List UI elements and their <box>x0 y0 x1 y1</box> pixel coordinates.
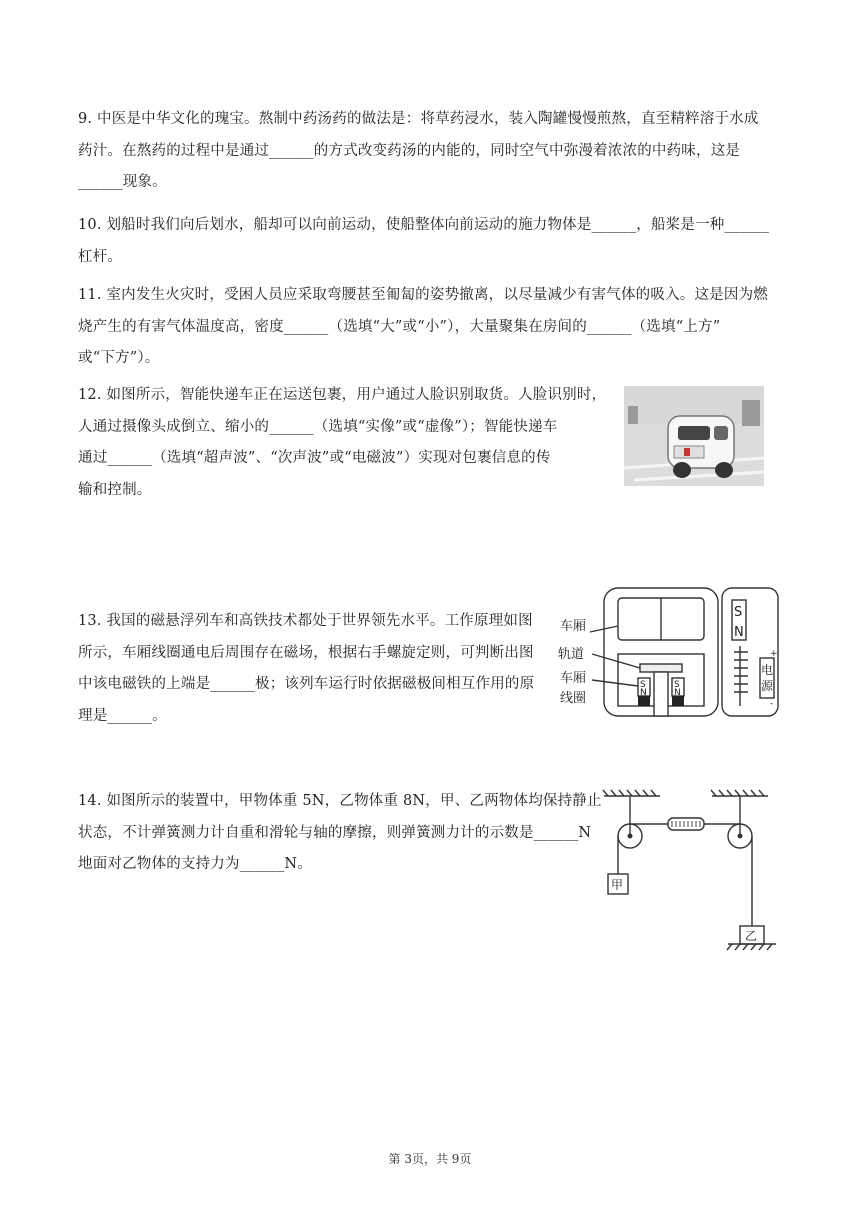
delivery-vehicle-photo <box>624 386 764 486</box>
question-line: 中该电磁铁的上端是______极；该列车运行时依据磁极间相互作用的原 <box>78 676 535 692</box>
question-line: 通过______（选填“超声波”、“次声波”或“电磁波”）实现对包裹信息的传 <box>78 450 551 466</box>
power-label-1: 电 <box>761 663 774 677</box>
question-line: 烧产生的有害气体温度高，密度______（选填“大”或“小”），大量聚集在房间的______（选填“上方” <box>78 318 721 335</box>
question-12 <box>78 380 618 506</box>
question-line: 人通过摄像头成倒立、缩小的______（选填“实像”或“虚像”）；智能快递车 <box>78 418 558 435</box>
minus-sign: - <box>770 699 774 709</box>
question-line: 或“下方”）。 <box>78 350 160 366</box>
yi-label: 乙 <box>745 929 758 943</box>
question-10 <box>78 210 783 273</box>
question-line: 11. 室内发生火灾时，受困人员应采取弯腰甚至匍匐的姿势撤离，以尽量减少有害气体的吸入。这是因为燃 <box>78 287 768 303</box>
coil-label-2: 线圈 <box>560 691 587 706</box>
question-line: 14. 如图所示的装置中，甲物体重 5N，乙物体重 8N，甲、乙两物体均保持静止 <box>78 793 602 809</box>
question-line: 状态，不计弹簧测力计自重和滑轮与轴的摩擦，则弹簧测力计的示数是______N <box>78 824 592 841</box>
question-line: ______现象。 <box>78 174 167 190</box>
question-line: 理是______。 <box>78 707 167 724</box>
jia-label: 甲 <box>611 878 624 892</box>
maglev-diagram <box>554 586 784 720</box>
question-11 <box>78 280 783 375</box>
page-footer: 第 3页，共 9页 <box>388 1152 472 1166</box>
magnet-s-label: S <box>734 605 743 620</box>
question-14 <box>78 786 602 881</box>
track-label: 轨道 <box>558 647 585 662</box>
power-label-2: 源 <box>761 679 774 693</box>
car-label: 车厢 <box>560 619 587 634</box>
pole-n-label-right: N <box>674 688 681 698</box>
coil-label-1: 车厢 <box>560 671 587 686</box>
question-line: 杠杆。 <box>78 248 123 265</box>
pole-s-label-right: S <box>674 680 680 690</box>
question-line: 13. 我国的磁悬浮列车和高铁技术都处于世界领先水平。工作原理如图 <box>78 613 533 629</box>
pole-s-label: S <box>640 680 646 690</box>
question-line: 9. 中医是中华文化的瑰宝。熬制中药汤药的做法是：将草药浸水，装入陶罐慢慢煎熬，直至精粹溶于水成 <box>78 111 759 127</box>
question-line: 地面对乙物体的支持力为______N。 <box>78 856 312 872</box>
pulley-diagram <box>600 786 776 956</box>
question-line: 10. 划船时我们向后划水，船却可以向前运动，使船整体向前运动的施力物体是______，船桨是一种______ <box>78 217 770 233</box>
magnet-n-label: N <box>734 625 744 640</box>
question-line: 药汁。在熬药的过程中是通过______的方式改变药汤的内能的，同时空气中弥漫着浓浓的中药味，这是 <box>78 142 741 159</box>
question-line: 所示，车厢线圈通电后周围存在磁场，根据右手螺旋定则，可判断出图 <box>78 644 534 661</box>
plus-sign: + <box>770 649 778 659</box>
question-13 <box>78 606 568 732</box>
pole-n-label: N <box>640 688 647 698</box>
question-9 <box>78 104 783 199</box>
question-line: 12. 如图所示，智能快递车正在运送包裹，用户通过人脸识别取货。人脸识别时， <box>78 387 607 403</box>
question-line: 输和控制。 <box>78 481 152 498</box>
